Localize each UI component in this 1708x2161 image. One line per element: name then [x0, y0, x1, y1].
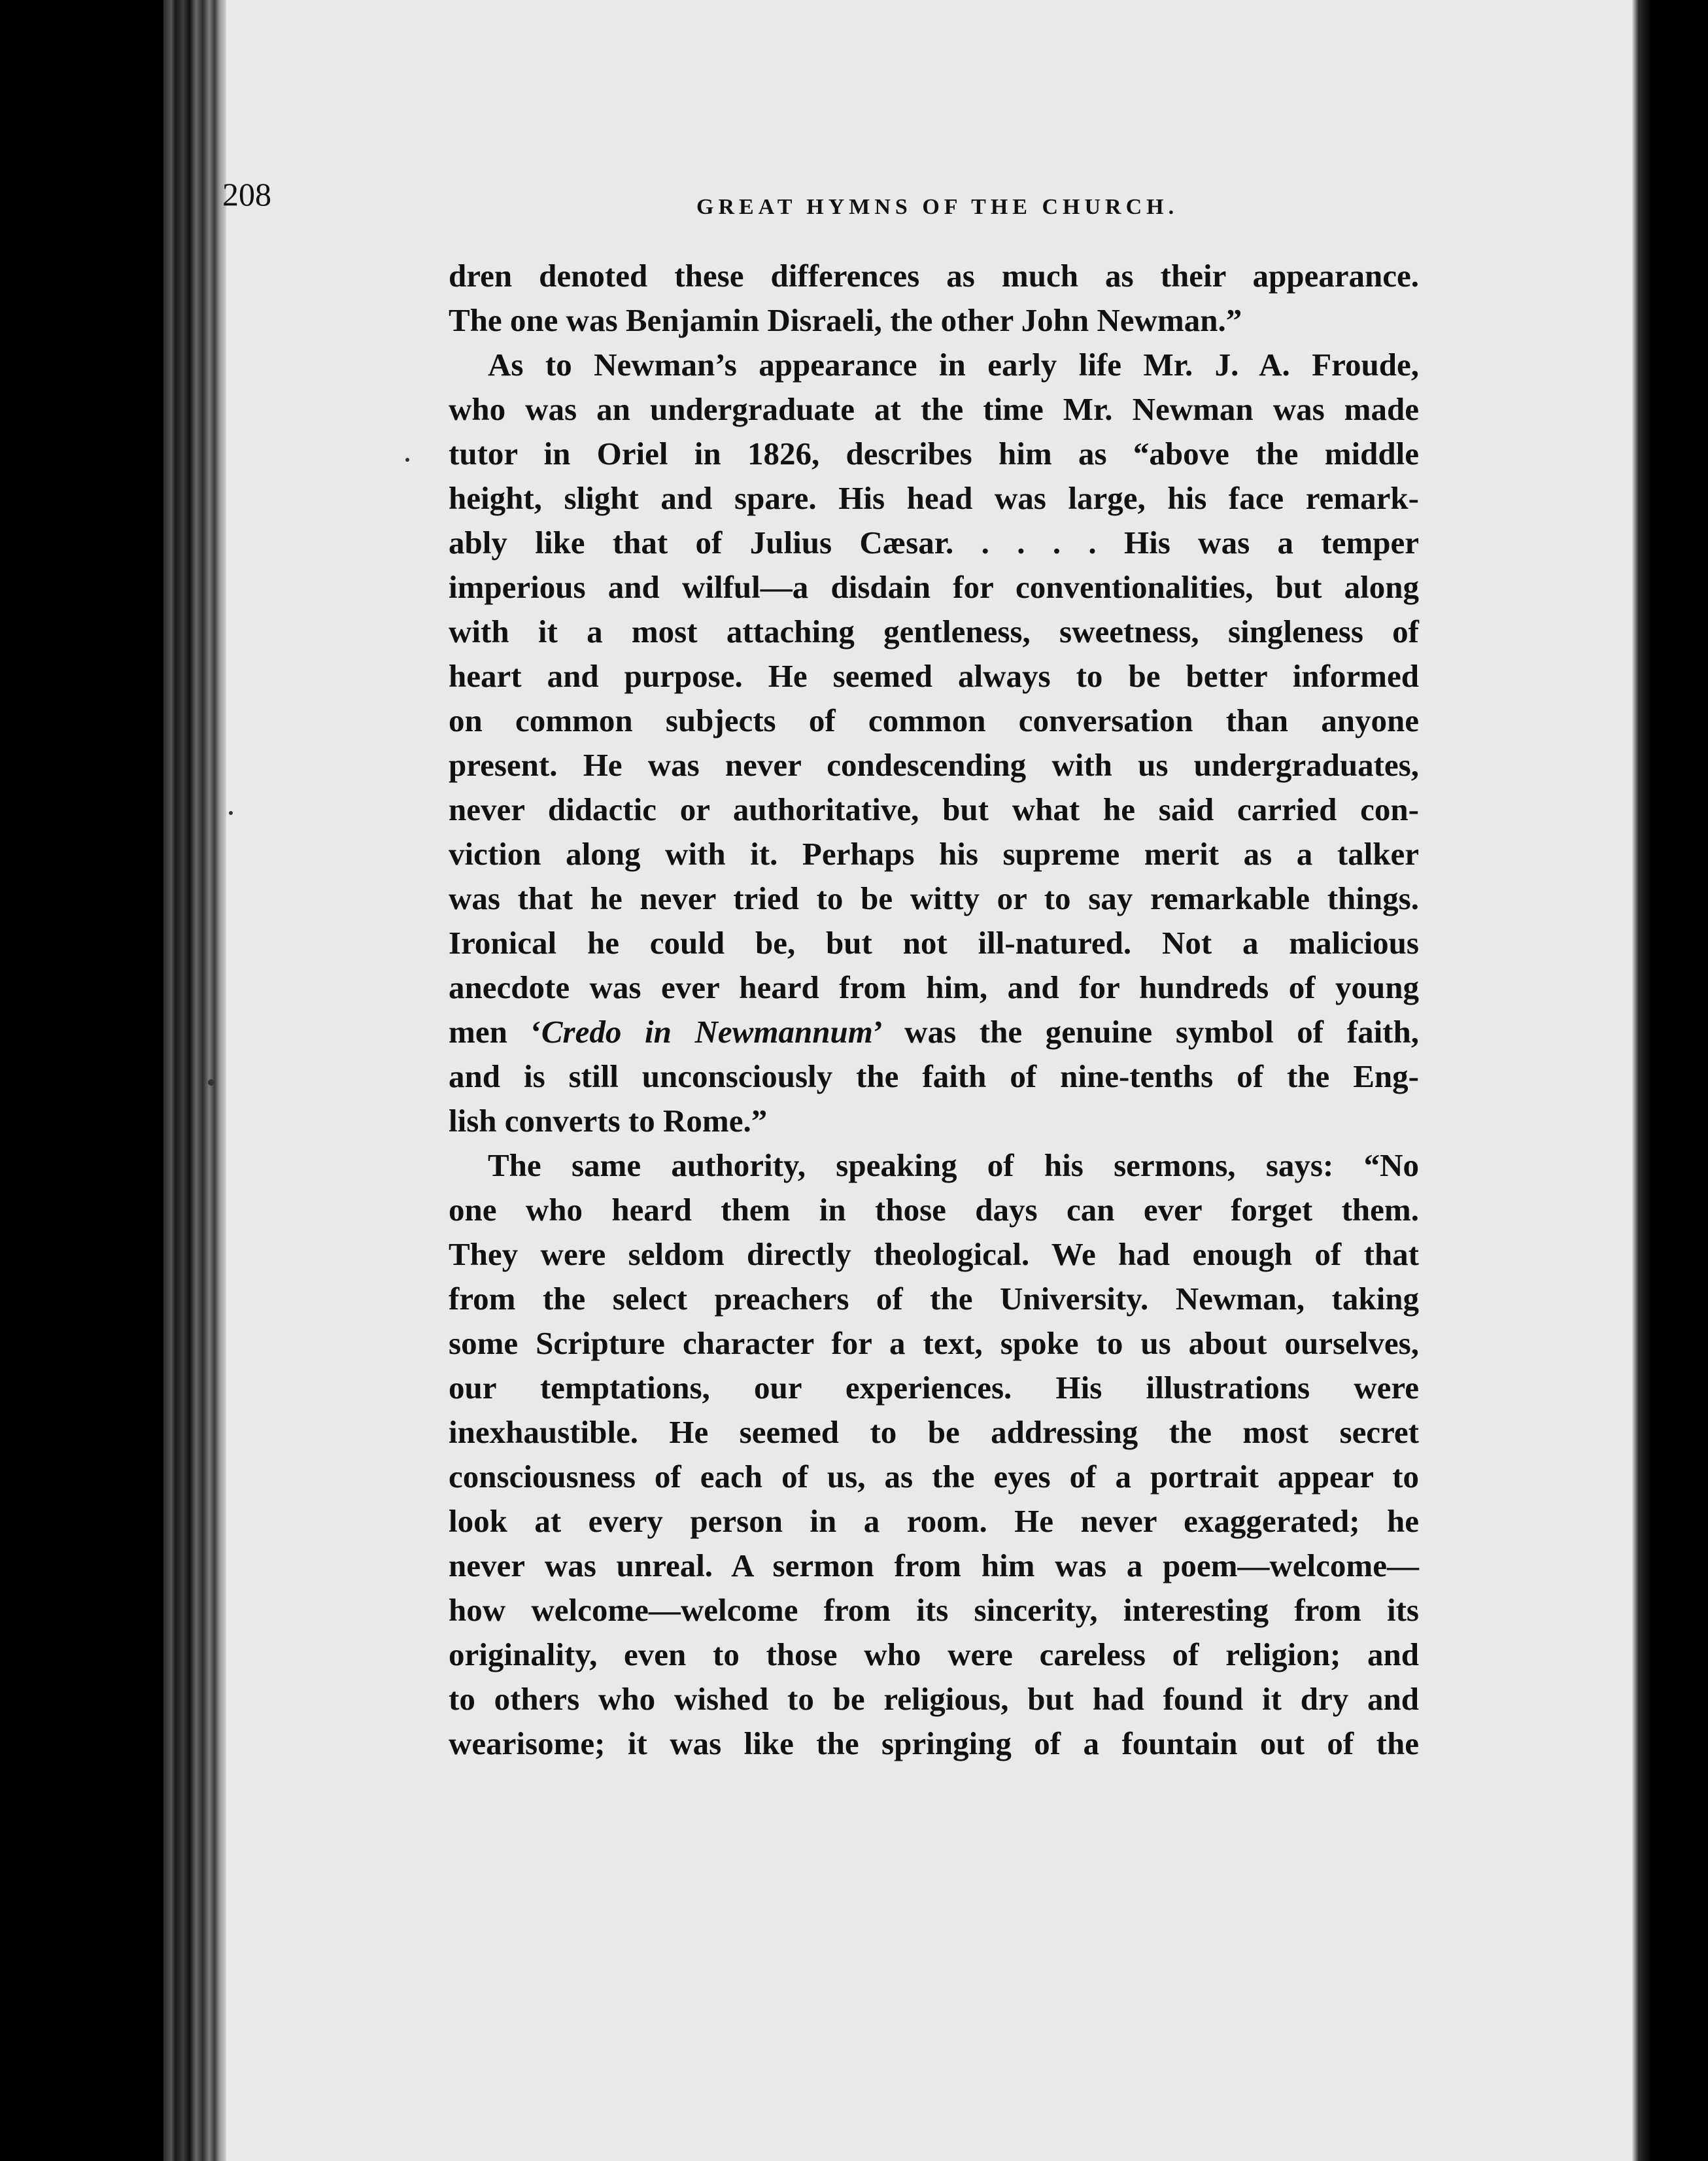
text-line: on common subjects of common conversation than anyone	[449, 702, 1419, 738]
text-line: from the select preachers of the University. Newman, taking	[449, 1281, 1419, 1317]
paragraph-3	[449, 1143, 1419, 1766]
text-line: dren denoted these differences as much as their appearance.	[449, 258, 1419, 294]
body-text	[449, 254, 1419, 1766]
text-line: never didactic or authoritative, but what he said carried con-	[449, 791, 1419, 827]
text-line: inexhaustible. He seemed to be addressing the most secret	[449, 1414, 1419, 1450]
text-line: never was unreal. A sermon from him was a poem—welcome—	[449, 1547, 1419, 1583]
text-line: wearisome; it was like the springing of a fountain out of the	[449, 1725, 1419, 1761]
text-line: one who heard them in those days can ever forget them.	[449, 1192, 1419, 1228]
text-line: to others who wished to be religious, but had found it dry and	[449, 1681, 1419, 1717]
scan-speck	[208, 1079, 214, 1086]
text-line: viction along with it. Perhaps his supreme merit as a talker	[449, 836, 1419, 872]
text-line: ably like that of Julius Cæsar. . . . . His was a temper	[449, 525, 1419, 561]
text-line: anecdote was ever heard from him, and for hundreds of young	[449, 969, 1419, 1005]
text-line: who was an undergraduate at the time Mr. Newman was made	[449, 391, 1419, 427]
text-line: The one was Benjamin Disraeli, the other John Newman.”	[449, 302, 1242, 338]
book-spine-edge	[0, 0, 226, 2161]
running-head: GREAT HYMNS OF THE CHURCH.	[696, 195, 1179, 219]
text-line: with it a most attaching gentleness, sweetness, singleness of	[449, 614, 1419, 649]
text-line: height, slight and spare. His head was large, his face remark-	[449, 480, 1419, 516]
text-line: heart and purpose. He seemed always to be better informed	[449, 658, 1419, 694]
scan-speck	[229, 811, 233, 815]
text-line: They were seldom directly theological. We had enough of that	[449, 1236, 1419, 1272]
paragraph-1	[449, 254, 1419, 343]
text-line: look at every person in a room. He never exaggerated; he	[449, 1503, 1419, 1539]
text-line: consciousness of each of us, as the eyes of a portrait appear to	[449, 1459, 1419, 1495]
text-line: Ironical he could be, but not ill-natured. Not a malicious	[449, 925, 1419, 961]
scan-speck	[405, 458, 409, 462]
text-line: present. He was never condescending with us undergraduates,	[449, 747, 1419, 783]
page-number: 208	[222, 176, 271, 213]
text-line: and is still unconsciously the faith of nine-tenths of the Eng-	[449, 1058, 1419, 1094]
text-line: our temptations, our experiences. His illustrations were	[449, 1370, 1419, 1406]
text-line: originality, even to those who were careless of religion; and	[449, 1636, 1419, 1672]
text-line: was that he never tried to be witty or to say remarkable things.	[449, 880, 1419, 916]
latin-phrase: Credo in Newmannum	[541, 1014, 873, 1050]
text-line: imperious and wilful—a disdain for conventionalities, but along	[449, 569, 1419, 605]
text-line: men ‘Credo in Newmannum’ was the genuine symbol of faith,	[449, 1014, 1419, 1050]
right-page-edge	[1632, 0, 1708, 2161]
text-line: As to Newman’s appearance in early life Mr. J. A. Froude,	[488, 347, 1419, 383]
text-line: lish converts to Rome.”	[449, 1103, 768, 1139]
paragraph-2	[449, 343, 1419, 1143]
text-line: tutor in Oriel in 1826, describes him as “above the middle	[449, 436, 1419, 472]
text-line: The same authority, speaking of his sermons, says: “No	[488, 1147, 1419, 1183]
text-line: how welcome—welcome from its sincerity, interesting from its	[449, 1592, 1419, 1628]
text-line: some Scripture character for a text, spoke to us about ourselves,	[449, 1325, 1419, 1361]
